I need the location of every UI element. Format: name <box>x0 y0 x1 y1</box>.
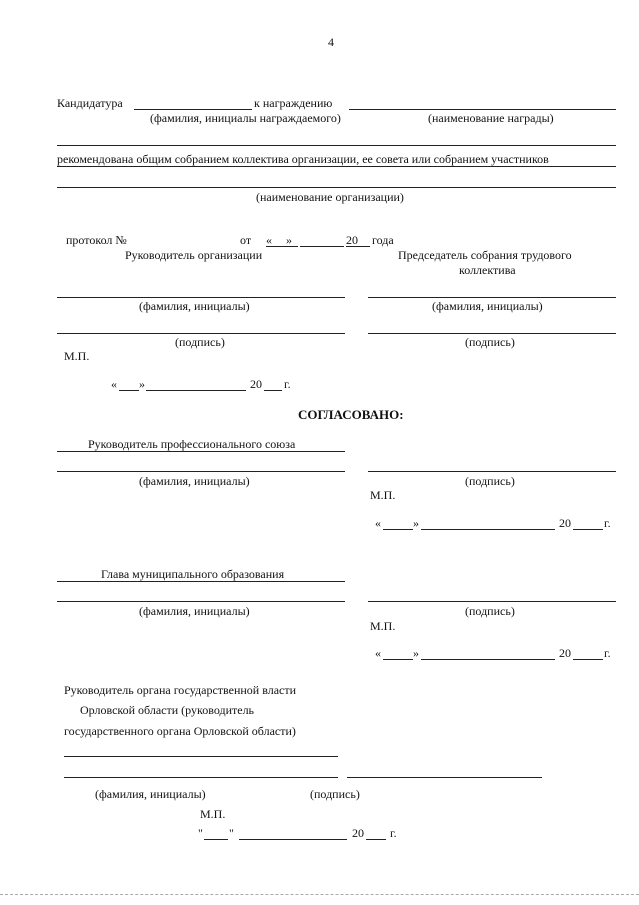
caption-state-sign: (подпись) <box>310 787 360 801</box>
seal-1-year-line <box>264 390 282 391</box>
recommended-text: рекомендована общим собранием коллектива организации, ее совета или собранием участников <box>57 152 549 166</box>
seal-1-year-suffix: г. <box>284 377 291 391</box>
caption-org-head-name: (фамилия, инициалы) <box>139 299 250 313</box>
state-name-line <box>64 777 338 778</box>
protocol-year-prefix: 20 <box>346 233 358 247</box>
municipal-sign-line <box>368 601 616 602</box>
seal-1-day-line <box>119 390 139 391</box>
caption-org-name: (наименование организации) <box>256 190 404 204</box>
chair-name-line <box>368 297 616 298</box>
protocol-label: протокол № <box>66 233 127 247</box>
chair-sign-line <box>368 333 616 334</box>
state-month-line <box>239 839 347 840</box>
municipal-close-quote: » <box>413 646 419 660</box>
chair-title-line1: Председатель собрания трудового <box>398 248 572 262</box>
seal-1-open-quote: « <box>111 377 117 391</box>
protocol-year-line <box>346 246 370 247</box>
state-title-line3: государственного органа Орловской области) <box>64 724 296 738</box>
municipal-title-line <box>57 581 345 582</box>
org-name-line <box>57 187 616 188</box>
candidate-label: Кандидатура <box>57 96 123 110</box>
union-mp: М.П. <box>370 488 396 502</box>
chair-title-line2: коллектива <box>459 263 516 277</box>
caption-org-head-sign: (подпись) <box>175 335 225 349</box>
continuation-line <box>57 145 616 146</box>
seal-1-month-line <box>146 390 246 391</box>
state-sign-line <box>347 777 542 778</box>
award-name-line <box>349 109 616 110</box>
caption-municipal-sign: (подпись) <box>465 604 515 618</box>
protocol-close-quote: » <box>286 233 292 247</box>
caption-chair-sign: (подпись) <box>465 335 515 349</box>
to-award-label: к награждению <box>254 96 333 110</box>
caption-chair-name: (фамилия, инициалы) <box>432 299 543 313</box>
protocol-from: от <box>240 233 252 247</box>
page-number: 4 <box>328 35 334 49</box>
municipal-day-line <box>383 659 413 660</box>
municipal-month-line <box>421 659 555 660</box>
caption-state-name: (фамилия, инициалы) <box>95 787 206 801</box>
municipal-name-line <box>57 601 345 602</box>
agreed-heading: СОГЛАСОВАНО: <box>298 407 404 422</box>
protocol-day-line <box>266 246 298 247</box>
org-head-sign-line <box>57 333 345 334</box>
union-month-line <box>421 529 555 530</box>
municipal-year-suffix: г. <box>604 646 611 660</box>
candidate-name-line <box>134 109 252 110</box>
municipal-year-line <box>573 659 603 660</box>
union-name-line <box>57 471 345 472</box>
org-head-name-line <box>57 297 345 298</box>
union-open-quote: « <box>375 516 381 530</box>
union-title: Руководитель профессионального союза <box>88 437 296 451</box>
caption-union-sign: (подпись) <box>465 474 515 488</box>
page-bottom-edge <box>0 894 639 895</box>
union-title-line <box>57 451 345 452</box>
caption-candidate-name: (фамилия, инициалы награждаемого) <box>150 111 341 125</box>
union-close-quote: » <box>413 516 419 530</box>
protocol-year-word: года <box>372 233 394 247</box>
caption-award-name: (наименование награды) <box>428 111 554 125</box>
recommended-underline <box>57 166 616 167</box>
union-sign-line <box>368 471 616 472</box>
state-open-quote: " <box>198 826 203 840</box>
protocol-month-line <box>300 246 344 247</box>
state-mp: М.П. <box>200 807 226 821</box>
state-year-suffix: г. <box>390 826 397 840</box>
state-close-quote: " <box>229 826 234 840</box>
caption-union-name: (фамилия, инициалы) <box>139 474 250 488</box>
union-day-line <box>383 529 413 530</box>
state-day-line <box>204 839 228 840</box>
municipal-mp: М.П. <box>370 619 396 633</box>
state-title-line1: Руководитель органа государственной власти <box>64 683 297 697</box>
union-year-line <box>573 529 603 530</box>
union-year-prefix: 20 <box>559 516 571 530</box>
municipal-year-prefix: 20 <box>559 646 571 660</box>
seal-1-close-quote: » <box>139 377 145 391</box>
union-year-suffix: г. <box>604 516 611 530</box>
seal-1-year-prefix: 20 <box>250 377 262 391</box>
org-head-title: Руководитель организации <box>125 248 263 262</box>
municipal-open-quote: « <box>375 646 381 660</box>
caption-municipal-name: (фамилия, инициалы) <box>139 604 250 618</box>
state-year-line <box>366 839 386 840</box>
state-year-prefix: 20 <box>352 826 364 840</box>
state-title-line <box>64 756 338 757</box>
protocol-open-quote: « <box>266 233 272 247</box>
municipal-title: Глава муниципального образования <box>101 567 285 581</box>
state-title-line2: Орловской области (руководитель <box>80 703 255 717</box>
seal-mp-1: М.П. <box>64 349 90 363</box>
